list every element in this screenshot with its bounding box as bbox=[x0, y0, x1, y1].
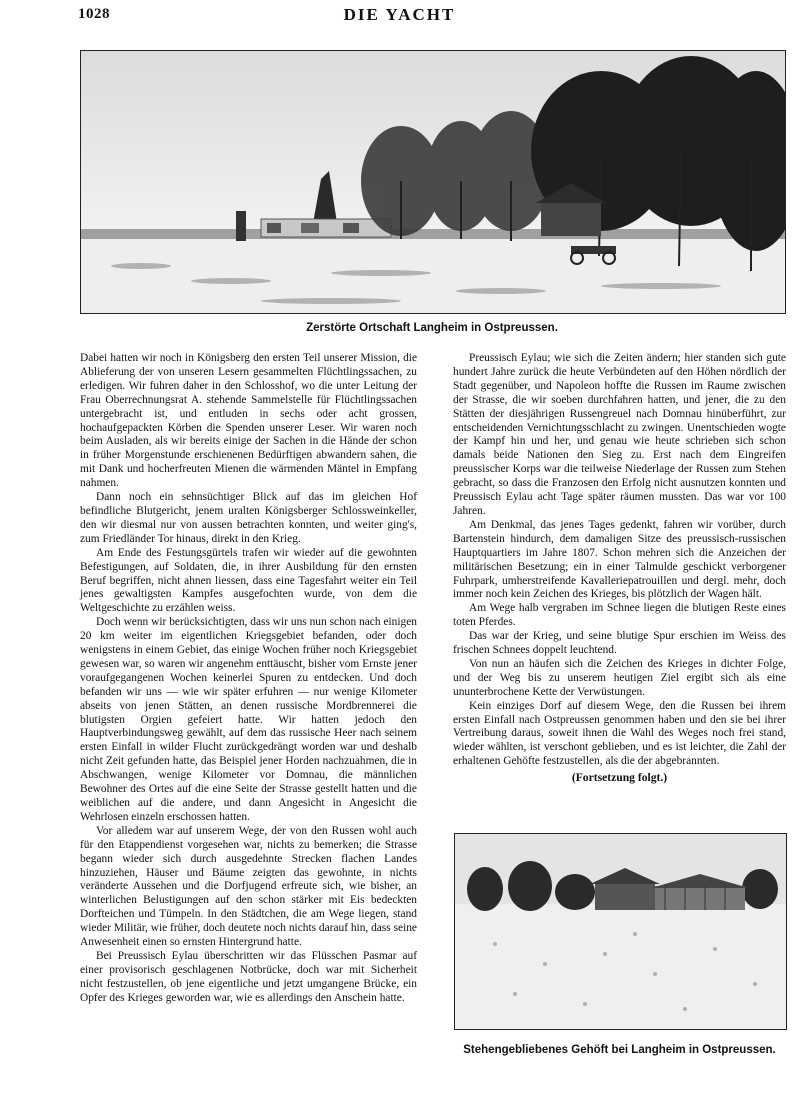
paragraph: Preussisch Eylau; wie sich die Zeiten ändern; hier standen sich gute hundert Jahre zurück die heute Verbündeten auf den Höhen nördlich der Stadt gegenüber, und Napoleon hoffte die Russen im Raume zwischen der Strasse, die wir soeben durchfahren hatten, und jener, die zu den Stätten der diesjährigen Russengreuel nach Domnau hinüberführt, zur entscheidenden Vernichtungsschlacht zu zwingen. Unentschieden wogte der Kampf hin und her, und genau wie heute schrieben sich schon damals beide Nationen den Sieg zu. Erst nach dem Eingreifen preussischer Korps war die teilweise Niederlage der Russen zum Stehen gebracht, so dass die Franzosen den Erfolg nicht ausnutzen konnten und Preussisch Eylau acht Tage später räumen mussten. Das war vor 100 Jahren. bbox=[453, 352, 786, 517]
paragraph: Am Denkmal, das jenes Tages gedenkt, fahren wir vorüber, durch Bartenstein hindurch, dem damaligen Sitze des preussisch-russischen Hauptquartiers im Jahre 1807. Schon mehren sich die Anzeichen der militärischen Besetzung; ein in einer Talmulde geschickt verborgener Fuhrpark, umherstreifende Kavalleriepatrouillen und dergl. mehr, doch immer noch kein Zeichen des Krieges, bis plötzlich der Wagen hält. bbox=[453, 518, 786, 601]
page-number: 1028 bbox=[78, 6, 110, 22]
photo-caption: Zerstörte Ortschaft Langheim in Ostpreussen. bbox=[306, 322, 558, 334]
paragraph: Von nun an häufen sich die Zeichen des Krieges in dichter Folge, und der Weg bis zu unserem heutigen Ziel ergibt sich als eine ununterbrochene Kette der Verwüstungen. bbox=[453, 657, 786, 698]
running-title: DIE YACHT bbox=[343, 5, 456, 24]
paragraph: Bei Preussisch Eylau überschritten wir das Flüsschen Pasmar auf einer provisorisch geschlagenen Notbrücke, doch war mit Sicherheit nicht festzustellen, ob jene eigentliche und jetzt umgangene Brücke, ein Opfer des Krieges geworden war, wie es allerdings den Anschein hatte. bbox=[80, 949, 417, 1004]
article-column-right bbox=[453, 352, 786, 785]
paragraph: Das war der Krieg, und seine blutige Spur erschien im Weiss des frischen Schnees doppelt leuchtend. bbox=[453, 630, 786, 657]
photo-destroyed-village bbox=[80, 50, 786, 314]
paragraph: Dann noch ein sehnsüchtiger Blick auf das im gleichen Hof befindliche Blutgericht, jenem uralten Königsberger Schlossweinkeller, den wir diesmal nur von aussen betrachten konnten, und weiter ging's, zum Friedländer Tor hinaus, direkt in den Krieg. bbox=[80, 491, 417, 545]
continuation-note: (Fortsetzung folgt.) bbox=[571, 771, 668, 785]
paragraph: Doch wenn wir berücksichtigten, dass wir uns nun schon nach einigen 20 km weiter im eigentlichen Kriegsgebiet befanden, oder doch wenigstens in einem Gebiet, das einige Wochen früher noch Kriegsgebiet gewesen war, so waren wir angenehm enttäuscht, bisher vom Ernste jener voraufgegangenen Wochen keinerlei Spuren zu entdecken. Und doch befanden wir uns — wie wir später erfuhren — nur wenige Kilometer abseits von jenen Stätten, an denen russische Mordbrennerei die blutigsten Orgien gefeiert hatte. Wir hatten jedoch den Hauptverbindungsweg gewählt, auf dem das russische Heer nach seinem ersten Einfall in wilder Flucht zurückgedrängt worden war und deshalb nicht Zeit gefunden hatte, das Beispiel jener Horden nachzuahmen, die in Abschwangen, wenige Kilometer vor Domnau, die männlichen Bewohner des Ortes auf die eine Seite der Strasse gestellt hatten und die weiblichen auf die andere, und dann Angesicht in Angesicht die Wehrlosen einzeln erschossen hatten. bbox=[80, 616, 417, 823]
paragraph: Dabei hatten wir noch in Königsberg den ersten Teil unserer Mission, die Ablieferung der von unseren Lesern gesammelten Flüchtlingssachen, zu erledigen. Wir fuhren daher in den Schlosshof, wo die unter Leitung der Frau Oberrechnungsrat A. stehende Sammelstelle für Flüchtlingssachen untergebracht ist, und entluden in sechs oder acht grossen, hochaufgepackten Körben die Spenden unserer Leser. Wir waren noch beim Ausladen, als wir bereits einige der Sachen in die Hände der schon in früher Morgenstunde erschienenen Bedürftigen abwandern sahen, die mit Dank und hocherfreuten Mienen die wärmenden Mäntel in Empfang nahmen. bbox=[80, 352, 417, 490]
photo-caption: Stehengebliebenes Gehöft bei Langheim in Ostpreussen. bbox=[463, 1044, 776, 1056]
paragraph: Kein einziges Dorf auf diesem Wege, den die Russen bei ihrem ersten Einfall nach Ostpreussen genommen haben und den sie bei ihrer Vertreibung daraus, soweit ihnen die Wahl des Weges noch frei stand, wieder wählten, ist verschont geblieben, und es ist leichter, die Zahl der erhaltenen Gehöfte festzustellen, als die der abgebrannten. bbox=[453, 699, 786, 768]
paragraph: Am Wege halb vergraben im Schnee liegen die blutigen Reste eines toten Pferdes. bbox=[453, 602, 786, 629]
paragraph: Vor alledem war auf unserem Wege, der von den Russen wohl auch für den Etappendienst vorgesehen war, nichts zu bemerken; die Strasse begann wieder sich durch ausgedehnte Strecken flachen Landes hinzuziehen, Häuser und Bäume zeigten das gewohnte, in nichts veränderte Aussehen und die Dorfjugend erfreute sich, wie bisher, an winterlichen Belustigungen auf den schon stärker mit Eis bedeckten Dorfteichen und Tümpeln. In den Städtchen, die am Wege liegen, stand wieder Militär, wie früher, doch deutete noch nichts darauf hin, dass seine Anwesenheit einen so ernsten Hintergrund hatte. bbox=[80, 824, 417, 949]
article-column-left bbox=[80, 352, 417, 1006]
paragraph: Am Ende des Festungsgürtels trafen wir wieder auf die gewohnten Befestigungen, auf Soldaten, die, in ihrer Ausbildung für den ernsten Beruf begriffen, nicht ahnen liessen, dass eine Tagesfahrt weiter ein Teil jenes gewaltigsten Kampfes ausgefochten wurde, von dem die Weltgeschichte zu erzählen weiss. bbox=[80, 546, 417, 615]
photo-remaining-farmstead bbox=[454, 833, 787, 1030]
